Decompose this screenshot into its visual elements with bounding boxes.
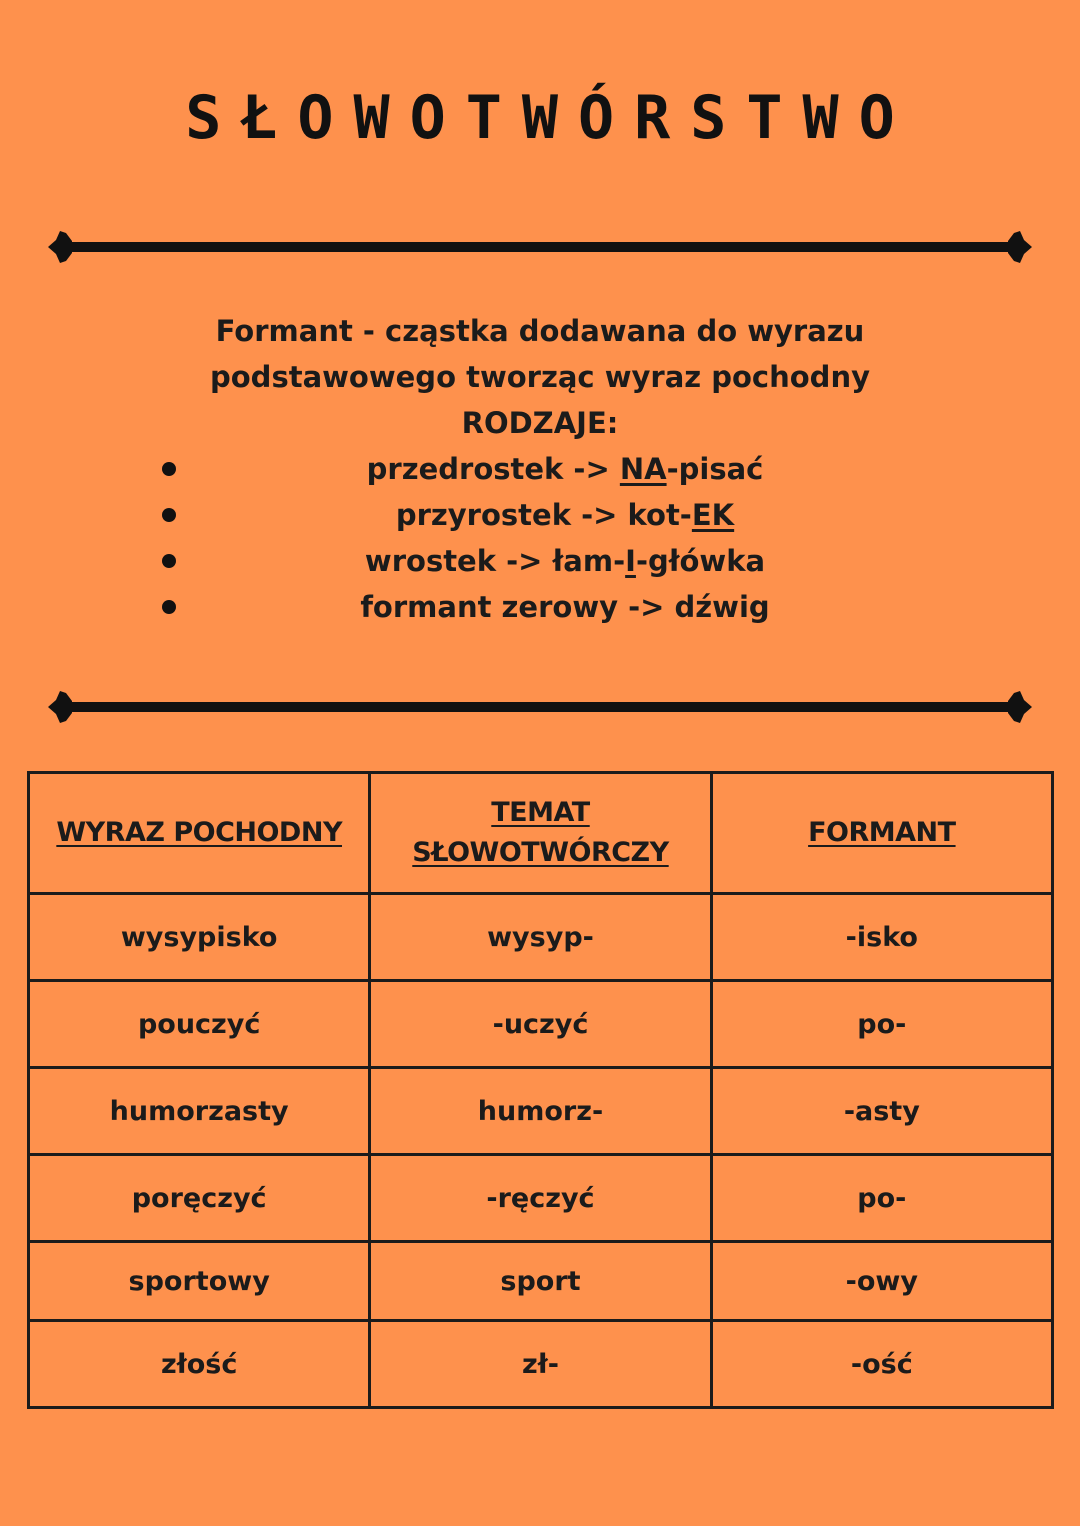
cell-stem: sport <box>370 1242 711 1321</box>
underlined-affix: EK <box>691 498 735 532</box>
cell-stem: -ręczyć <box>370 1155 711 1242</box>
list-item: przyrostek -> kot-EK <box>0 492 1080 538</box>
cell-stem: -uczyć <box>370 981 711 1068</box>
cell-formant: po- <box>711 981 1052 1068</box>
cell-formant: po- <box>711 1155 1052 1242</box>
bullet-icon <box>162 462 176 476</box>
bullet-icon <box>162 600 176 614</box>
bullet-icon <box>162 508 176 522</box>
cell-word: sportowy <box>29 1242 370 1321</box>
table-row <box>29 1155 1053 1242</box>
types-heading: RODZAJE: <box>461 406 619 440</box>
table-row <box>29 1068 1053 1155</box>
word-formation-table <box>27 771 1054 1409</box>
definition-block <box>0 308 1080 446</box>
ornament-divider-icon <box>46 687 1034 727</box>
cell-word: humorzasty <box>29 1068 370 1155</box>
list-item: formant zerowy -> dźwig <box>0 584 1080 630</box>
cell-formant: -asty <box>711 1068 1052 1155</box>
cell-stem: wysyp- <box>370 894 711 981</box>
bullet-icon <box>162 554 176 568</box>
cell-word: złość <box>29 1321 370 1408</box>
table-row <box>29 894 1053 981</box>
cell-word: pouczyć <box>29 981 370 1068</box>
types-list <box>0 446 1080 630</box>
definition-line-2: podstawowego tworząc wyraz pochodny <box>210 360 870 394</box>
underlined-affix: NA <box>619 452 667 486</box>
cell-word: poręczyć <box>29 1155 370 1242</box>
table-header-row <box>29 773 1053 894</box>
table-row <box>29 1242 1053 1321</box>
table-row <box>29 1321 1053 1408</box>
cell-stem: humorz- <box>370 1068 711 1155</box>
table-row <box>29 981 1053 1068</box>
cell-stem: zł- <box>370 1321 711 1408</box>
ornament-divider-icon <box>46 227 1034 267</box>
underlined-affix: I <box>625 544 636 578</box>
divider-bottom <box>46 687 1034 727</box>
cell-word: wysypisko <box>29 894 370 981</box>
page-title: SŁOWOTWÓRSTWO <box>185 83 915 153</box>
divider-top <box>46 227 1034 267</box>
list-item: wrostek -> łam-I-główka <box>0 538 1080 584</box>
header-derived-word: WYRAZ POCHODNY <box>29 773 370 894</box>
header-formant: FORMANT <box>711 773 1052 894</box>
header-stem: TEMAT SŁOWOTWÓRCZY <box>370 773 711 894</box>
definition-line-1: Formant - cząstka dodawana do wyrazu <box>215 314 865 348</box>
list-item: przedrostek -> NA-pisać <box>0 446 1080 492</box>
cell-formant: -owy <box>711 1242 1052 1321</box>
cell-formant: -isko <box>711 894 1052 981</box>
cell-formant: -ość <box>711 1321 1052 1408</box>
